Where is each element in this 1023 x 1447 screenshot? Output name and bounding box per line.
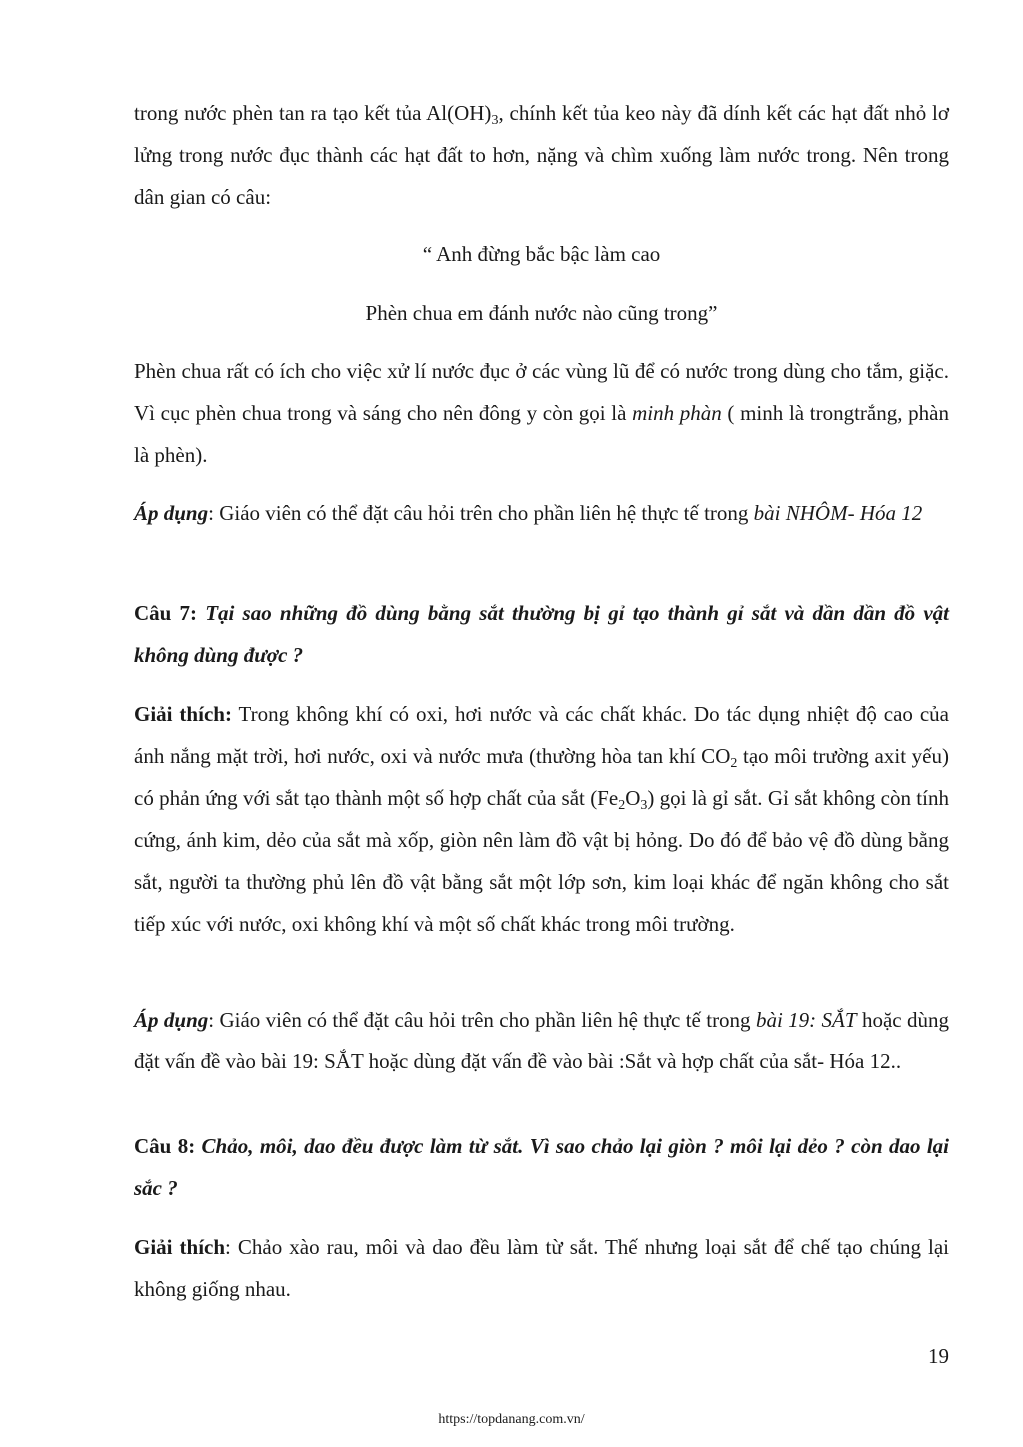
answer-label: Giải thích: — [134, 702, 232, 726]
paragraph-apply-2 — [134, 1000, 949, 1082]
apply-label: Áp dụng — [134, 501, 209, 525]
question-label: Câu 8: — [134, 1134, 196, 1158]
text-run: trong nước phèn tan ra tạo kết tủa Al(OH) — [134, 101, 492, 125]
poem-line-1: “ Anh đừng bắc bậc làm cao — [422, 242, 661, 266]
italic-lesson: bài NHÔM- Hóa 12 — [753, 501, 923, 525]
text-run: O — [625, 786, 641, 810]
paragraph-apply-1 — [134, 492, 949, 534]
text-run: hoặc dùng đặt vấn đề vào bài 19: SẮT hoặc dùng đặt vấn đề vào bài :Sắt và hợp chất của sắt- Hóa 12.. — [134, 1008, 949, 1073]
text-run: : Chảo xào rau, môi và dao đều làm từ sắt. Thế nhưng loại sắt để chế tạo chúng lại không giống nhau. — [134, 1235, 949, 1301]
question-8 — [134, 1125, 949, 1209]
text-run: : Giáo viên có thể đặt câu hỏi trên cho phần liên hệ thực tế trong — [208, 501, 754, 525]
paragraph-alum-explanation — [134, 92, 949, 218]
footer-url[interactable]: https://topdanang.com.vn/ — [438, 1412, 585, 1427]
italic-lesson: bài 19: SẮT — [755, 1008, 857, 1032]
text-run: Phèn chua rất có ích cho việc xử lí nước đục ở các vùng lũ để có nước trong dùng cho tắm, giặc. Vì cục phèn chua trong và sáng cho nên đông y còn gọi là — [134, 359, 949, 425]
answer-7 — [134, 693, 949, 945]
text-run: Trong không khí có oxi, hơi nước và các chất khác. Do tác dụng nhiệt độ cao của ánh nắng mặt trời, hơi nước, oxi và nước mưa (thường hòa tan khí CO — [134, 702, 949, 768]
paragraph-alum-use — [134, 350, 949, 476]
answer-label: Giải thích — [134, 1235, 226, 1259]
question-label: Câu 7: — [134, 601, 198, 625]
answer-8 — [134, 1226, 949, 1310]
poem-line-2: Phèn chua em đánh nước nào cũng trong” — [365, 301, 718, 325]
question-text: Chảo, môi, dao đều được làm từ sắt. Vì sao chảo lại giòn ? môi lại dẻo ? còn dao lại sắc ? — [134, 1134, 949, 1200]
text-run: ( minh là trongtrắng, phàn là phèn). — [134, 401, 949, 467]
text-run: tạo môi trường axit yếu) có phản ứng với sắt tạo thành một số hợp chất của sắt (Fe — [134, 744, 949, 810]
text-run: ) gọi là gỉ sắt. Gỉ sắt không còn tính cứng, ánh kim, dẻo của sắt mà xốp, giòn nên làm đồ vật bị hỏng. Do đó để bảo vệ đồ dùng bằng sắt, người ta thường phủ lên đồ vật bằng sắt một lớp sơn, kim loại khác để ngăn không cho sắt tiếp xúc với nước, oxi không khí và một số chất khác trong môi trường. — [134, 786, 949, 936]
question-7 — [134, 592, 949, 676]
text-run: : Giáo viên có thể đặt câu hỏi trên cho phần liên hệ thực tế trong — [208, 1008, 756, 1032]
subscript: 2 — [730, 756, 738, 771]
question-text: Tại sao những đồ dùng bằng sắt thường bị gỉ tạo thành gỉ sắt và dần dần đồ vật không dùng được ? — [134, 601, 950, 667]
subscript: 3 — [491, 113, 499, 128]
text-run: , chính kết tủa keo này đã dính kết các hạt đất nhỏ lơ lửng trong nước đục thành các hạt đất to hơn, nặng và chìm xuống làm nước trong. Nên trong dân gian có câu: — [134, 101, 949, 209]
apply-label: Áp dụng — [134, 1008, 209, 1032]
italic-term: minh phàn — [632, 401, 722, 425]
subscript: 2 — [618, 798, 626, 813]
page-number: 19 — [928, 1344, 949, 1368]
subscript: 3 — [640, 798, 648, 813]
